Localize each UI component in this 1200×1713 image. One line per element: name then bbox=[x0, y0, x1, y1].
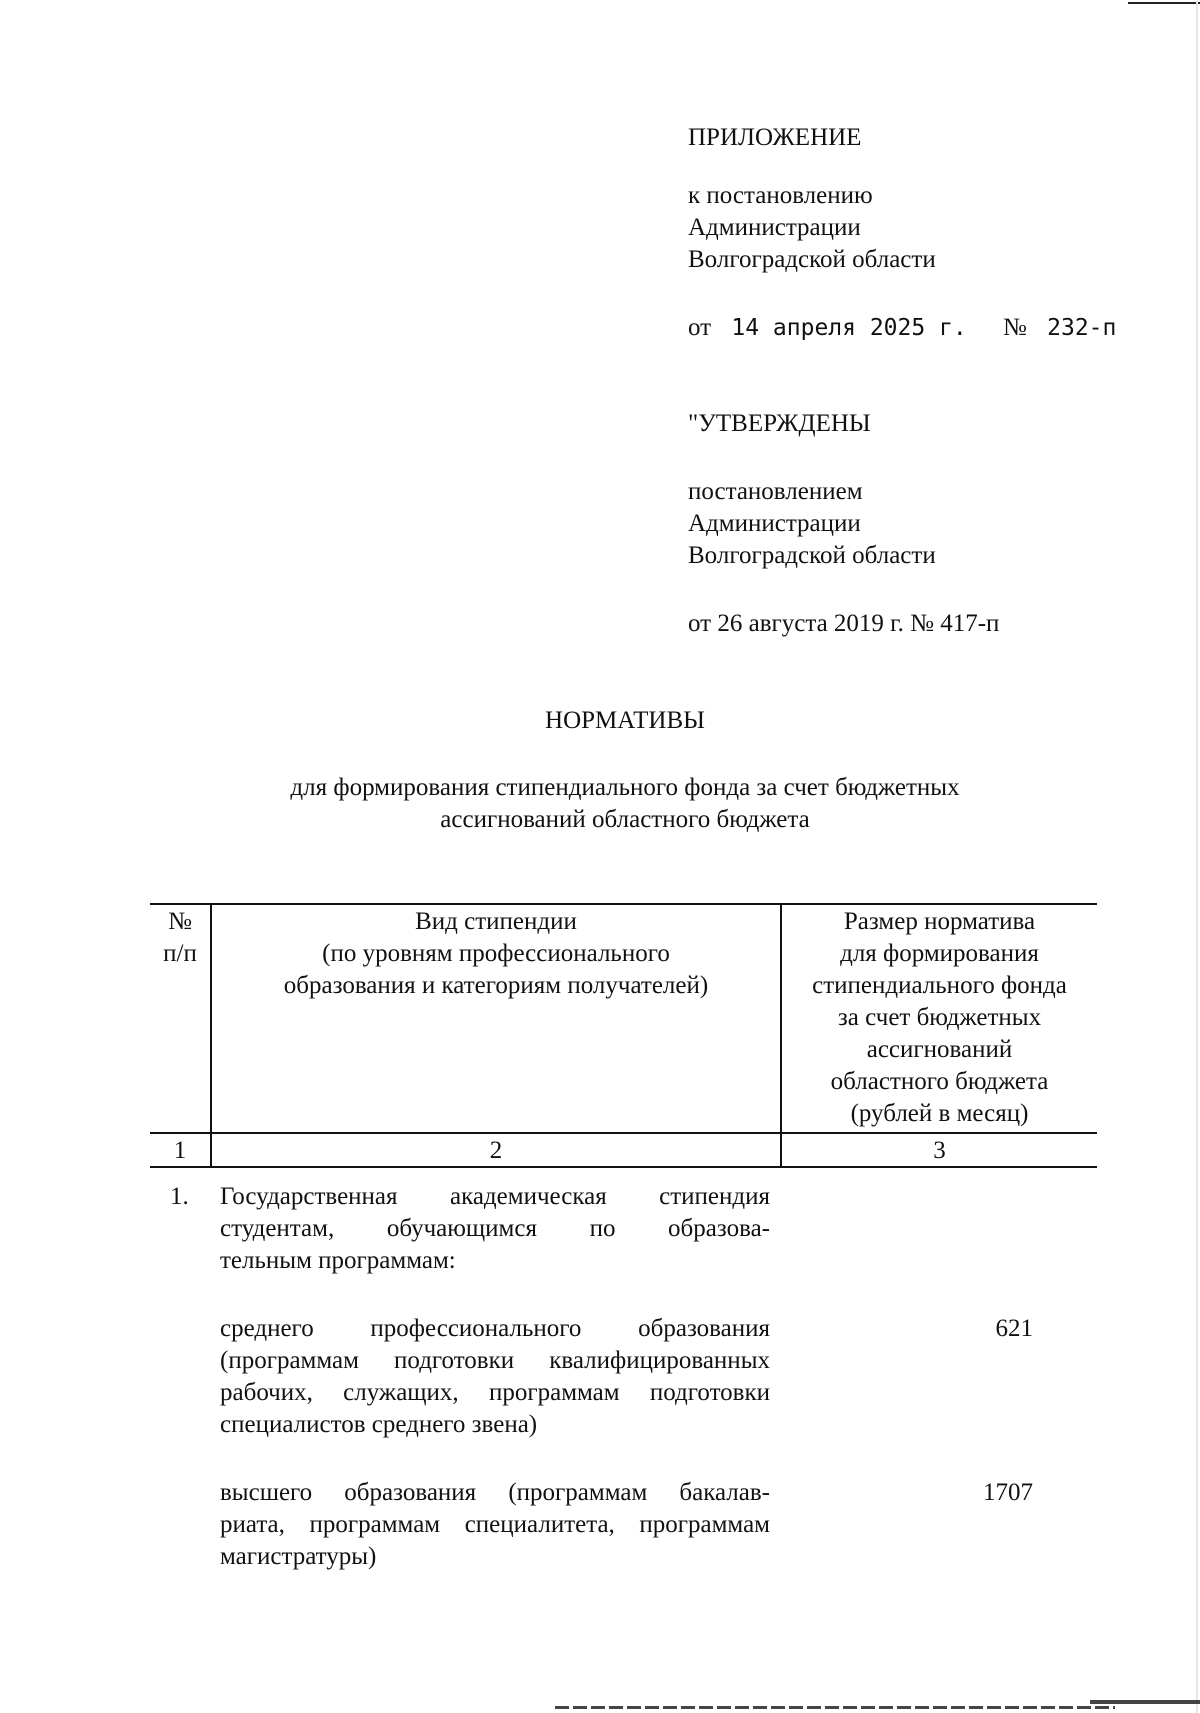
approved-line: постановлением bbox=[688, 478, 863, 505]
appendix-number: 232-п bbox=[1047, 315, 1117, 341]
column-number: 3 bbox=[933, 1137, 946, 1164]
approved-line: Волгоградской области bbox=[688, 542, 936, 569]
appendix-line: Администрации bbox=[688, 214, 861, 241]
scan-bottom-edge bbox=[555, 1706, 1115, 1709]
table-header-type: Вид стипендии (по уровням профессионального образования и категориям получателей) bbox=[283, 908, 709, 999]
date-prefix: от bbox=[688, 314, 712, 341]
row-number: 1. bbox=[170, 1183, 189, 1210]
scan-edge-shadow bbox=[1196, 0, 1198, 1713]
table-header-number: № п/п bbox=[163, 908, 197, 967]
subrow-text: среднего профессионального образования (программам подготовки квалифицированных рабочих, служащих, программам подготовки специалистов среднего звена) bbox=[220, 1315, 770, 1438]
number-sign: № bbox=[1003, 314, 1027, 341]
table-top-border bbox=[150, 903, 1097, 905]
document-subtitle: для формирования стипендиального фонда за счет бюджетных bbox=[290, 774, 960, 801]
appendix-line: к постановлению bbox=[688, 182, 873, 209]
appendix-title: ПРИЛОЖЕНИЕ bbox=[688, 124, 862, 151]
approved-line: Администрации bbox=[688, 510, 861, 537]
row-text: Государственная академическая стипендия студентам, обучающимся по образова- тельным программам: bbox=[220, 1183, 770, 1274]
document-title: НОРМАТИВЫ bbox=[545, 707, 705, 734]
column-number: 2 bbox=[489, 1137, 503, 1164]
subrow-value: 621 bbox=[995, 1315, 1033, 1342]
appendix-line: Волгоградской области bbox=[688, 246, 936, 273]
column-number: 1 bbox=[173, 1137, 187, 1164]
scan-bottom-edge bbox=[1090, 1700, 1200, 1704]
subrow-text: высшего образования (программам бакалав- риата, программам специалитета, программам магистратуры) bbox=[220, 1479, 770, 1570]
appendix-date-line bbox=[688, 312, 1116, 344]
appendix-date: 14 апреля 2025 г. bbox=[731, 315, 967, 341]
document-subtitle: ассигнований областного бюджета bbox=[440, 806, 810, 833]
approved-title: "УТВЕРЖДЕНЫ bbox=[688, 410, 871, 437]
table-header-divider bbox=[150, 1132, 1097, 1134]
table-header-amount: Размер норматива для формирования стипендиального фонда за счет бюджетных ассигнований областного бюджета (рублей в месяц) bbox=[812, 908, 1067, 1127]
scan-edge-line bbox=[1128, 2, 1200, 4]
approved-date-line: от 26 августа 2019 г. № 417-п bbox=[688, 610, 1000, 637]
subrow-value: 1707 bbox=[983, 1479, 1033, 1506]
